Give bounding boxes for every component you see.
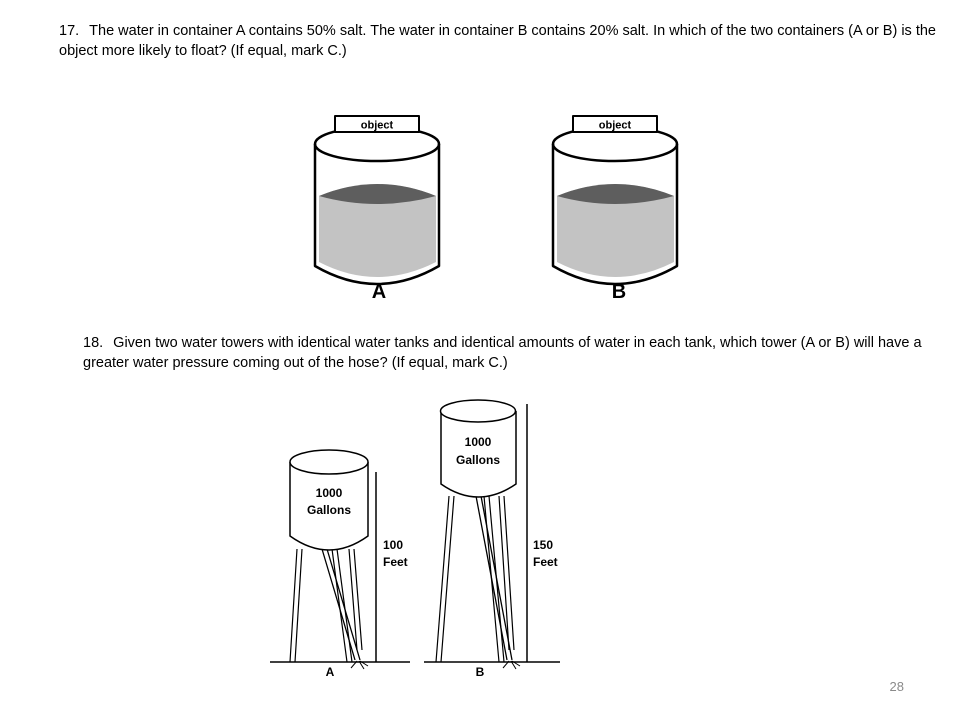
tower-a-height-value: 100 <box>383 538 404 552</box>
tower-b-height-unit: Feet <box>533 555 558 569</box>
question-18-text <box>83 333 943 373</box>
tower-a-capacity-unit: Gallons <box>306 503 352 517</box>
tower-a-hose <box>322 549 360 660</box>
tower-b-hose <box>476 496 512 660</box>
tower-b-capacity-unit: Gallons <box>455 453 501 467</box>
question-18-body: Given two water towers with identical water tanks and identical amounts of water in each tank, which tower (A or B) will have a greater water pressure coming out of the hose? (If equal, mark C.) <box>83 335 922 371</box>
page-number: 28 <box>889 679 904 694</box>
container-b-letter: B <box>611 281 627 303</box>
container-a-figure <box>315 116 439 303</box>
tower-b-letter: B <box>475 665 485 679</box>
tower-a-height-unit: Feet <box>383 555 408 569</box>
question-18-number: 18. <box>83 335 104 351</box>
container-a-letter: A <box>371 281 387 303</box>
tower-b-height-value: 150 <box>533 538 554 552</box>
container-b-object-label: object <box>598 119 632 132</box>
tower-a-letter: A <box>325 665 335 679</box>
question-17-body: The water in container A contains 50% salt. The water in container B contains 20% salt. In which of the two containers (A or B) is the object more likely to float? (If equal, mark C.) <box>59 23 936 59</box>
tower-b-capacity-number: 1000 <box>464 435 492 449</box>
container-a-object-label: object <box>360 119 394 132</box>
question-17-number: 17. <box>59 23 80 39</box>
water-tower-b-figure <box>424 400 560 679</box>
tower-a-capacity-number: 1000 <box>315 486 343 500</box>
container-b-figure <box>553 116 677 303</box>
water-tower-a-figure <box>270 450 410 679</box>
